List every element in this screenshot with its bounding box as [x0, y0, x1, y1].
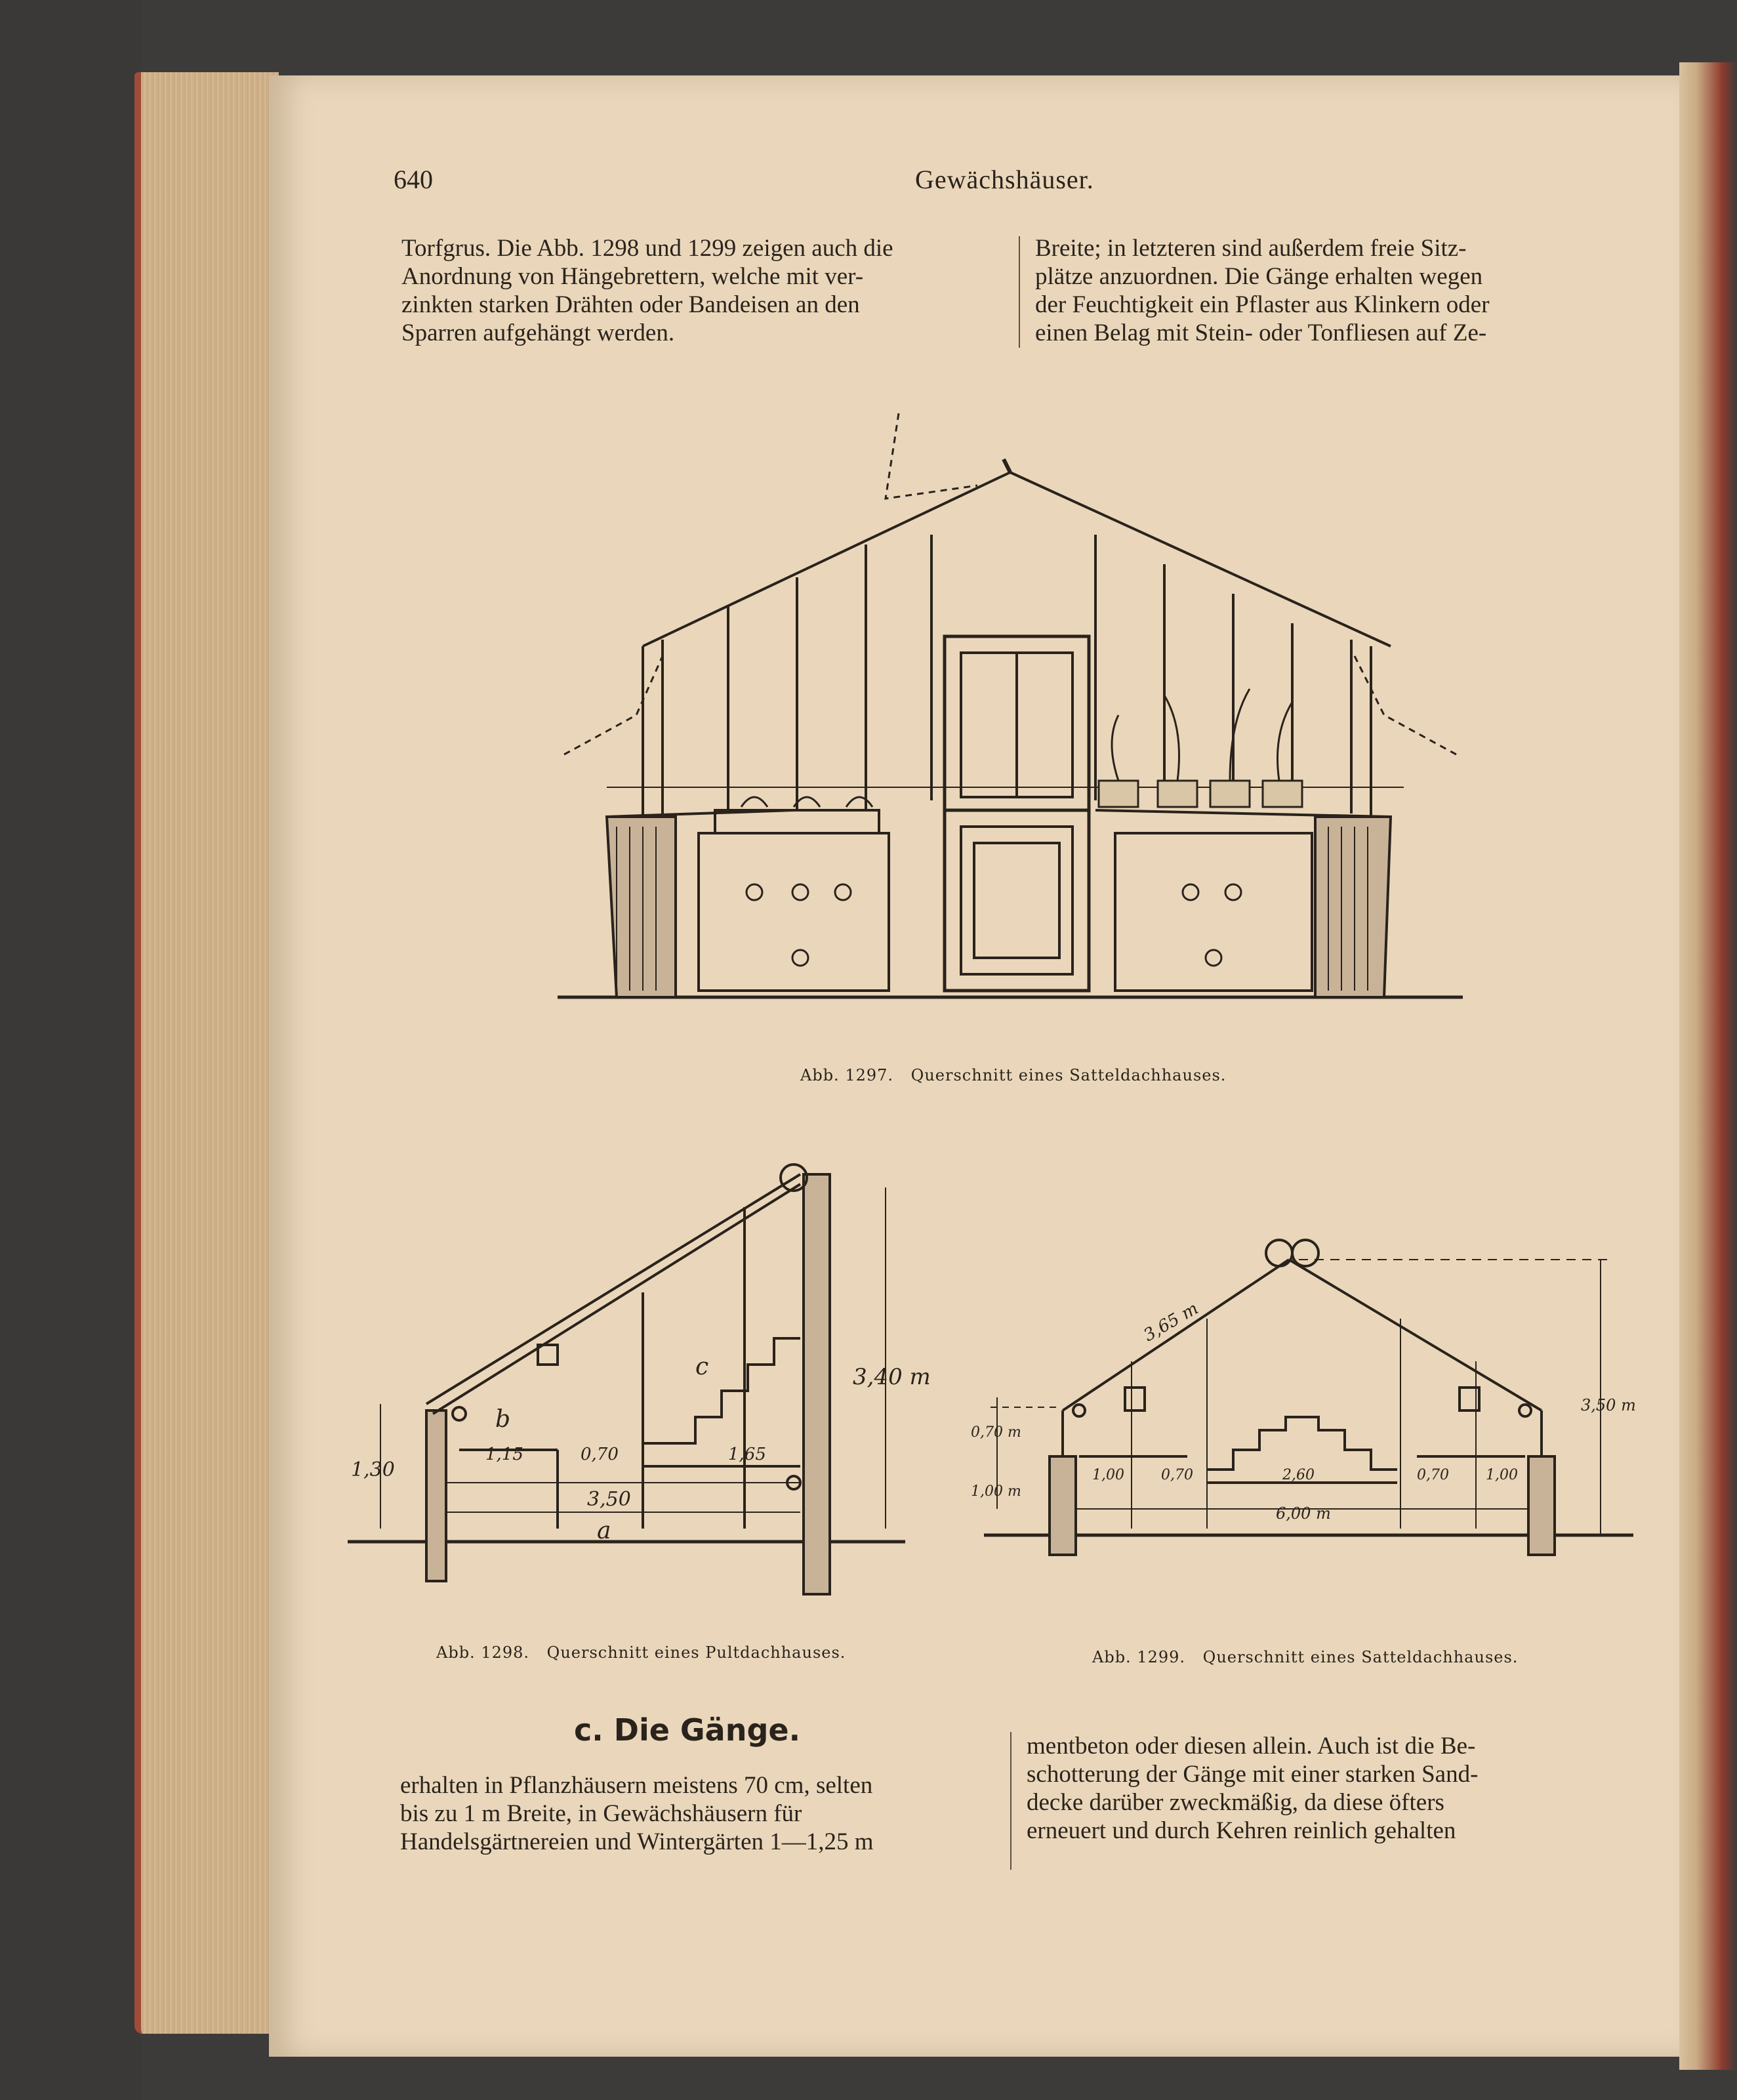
facing-page-edge	[1679, 62, 1737, 2070]
text-line: Sparren aufgehängt werden.	[401, 319, 675, 346]
text-line: bis zu 1 m Breite, in Gewächshäusern für	[400, 1800, 802, 1827]
figure-1298-drawing	[341, 1161, 931, 1607]
text-line: der Feuchtigkeit ein Pflaster aus Klinkern oder	[1035, 291, 1490, 318]
text-column-bottom-left	[400, 1771, 994, 1856]
figure-1299-caption	[1092, 1648, 1518, 1666]
section-heading: c. Die Gänge.	[574, 1712, 801, 1748]
dim-label: 2,60	[1282, 1467, 1315, 1483]
dim-label: 1,00 m	[971, 1483, 1021, 1500]
figure-1298-caption	[436, 1643, 846, 1662]
dim-label: 6,00 m	[1276, 1504, 1331, 1523]
dim-label: 3,50	[587, 1488, 631, 1511]
figure-number: Abb. 1299.	[1092, 1648, 1186, 1666]
dim-label: 0,70	[581, 1445, 619, 1464]
figure-title: Querschnitt eines Pultdachhauses.	[546, 1643, 846, 1662]
figure-1297-caption	[800, 1066, 1226, 1084]
dim-label: 0,70	[1417, 1467, 1449, 1483]
figure-title: Querschnitt eines Satteldachhauses.	[1202, 1648, 1519, 1666]
figure-1299-drawing	[971, 1220, 1640, 1601]
dim-label: 1,00	[1092, 1467, 1124, 1483]
text-line: erneuert und durch Kehren reinlich gehalten	[1027, 1817, 1456, 1844]
text-line: Torfgrus. Die Abb. 1298 und 1299 zeigen auch die	[401, 235, 893, 262]
dim-label: 1,30	[351, 1458, 395, 1481]
dim-label: 1,00	[1486, 1467, 1518, 1483]
figure-number: Abb. 1297.	[800, 1066, 894, 1084]
dim-label: 0,70	[1161, 1467, 1193, 1483]
page-number: 640	[394, 165, 433, 194]
text-line: zinkten starken Drähten oder Bandeisen an den	[401, 291, 860, 318]
book-page-edges	[134, 72, 279, 2034]
text-line: mentbeton oder diesen allein. Auch ist die Be-	[1027, 1733, 1476, 1760]
dim-label: a	[597, 1517, 611, 1544]
text-column-bottom-right	[1027, 1732, 1624, 1845]
text-line: schotterung der Gänge mit einer starken Sand-	[1027, 1761, 1479, 1788]
text-line: Handelsgärtnereien und Wintergärten 1—1,25 m	[400, 1828, 874, 1855]
text-column-top-left	[401, 234, 1002, 347]
background	[0, 0, 141, 2100]
column-divider	[1010, 1732, 1012, 1870]
dim-label: 0,70 m	[971, 1424, 1021, 1441]
figure-1297-drawing	[558, 407, 1463, 1050]
dim-label: 3,65 m	[1140, 1298, 1202, 1346]
dim-label: c	[695, 1353, 709, 1380]
dim-label: 1,65	[728, 1445, 766, 1464]
running-head-title: Gewächshäuser.	[915, 165, 1094, 194]
text-column-top-right	[1035, 234, 1633, 347]
column-divider	[1019, 236, 1020, 348]
text-line: decke darüber zweckmäßig, da diese öfters	[1027, 1789, 1444, 1816]
dim-label: 1,15	[485, 1445, 523, 1464]
text-line: plätze anzuordnen. Die Gänge erhalten wegen	[1035, 263, 1483, 290]
text-line: einen Belag mit Stein- oder Tonfliesen auf Ze-	[1035, 319, 1487, 346]
figure-number: Abb. 1298.	[436, 1643, 530, 1662]
text-line: Breite; in letzteren sind außerdem freie Sitz-	[1035, 235, 1467, 262]
dim-label: 3,40 m	[853, 1364, 931, 1390]
dim-label: b	[495, 1406, 511, 1433]
text-line: erhalten in Pflanzhäusern meistens 70 cm, selten	[400, 1772, 873, 1799]
figure-title: Querschnitt eines Satteldachhauses.	[910, 1066, 1227, 1084]
dim-label: 3,50 m	[1581, 1396, 1636, 1414]
text-line: Anordnung von Hängebrettern, welche mit ver-	[401, 263, 864, 290]
